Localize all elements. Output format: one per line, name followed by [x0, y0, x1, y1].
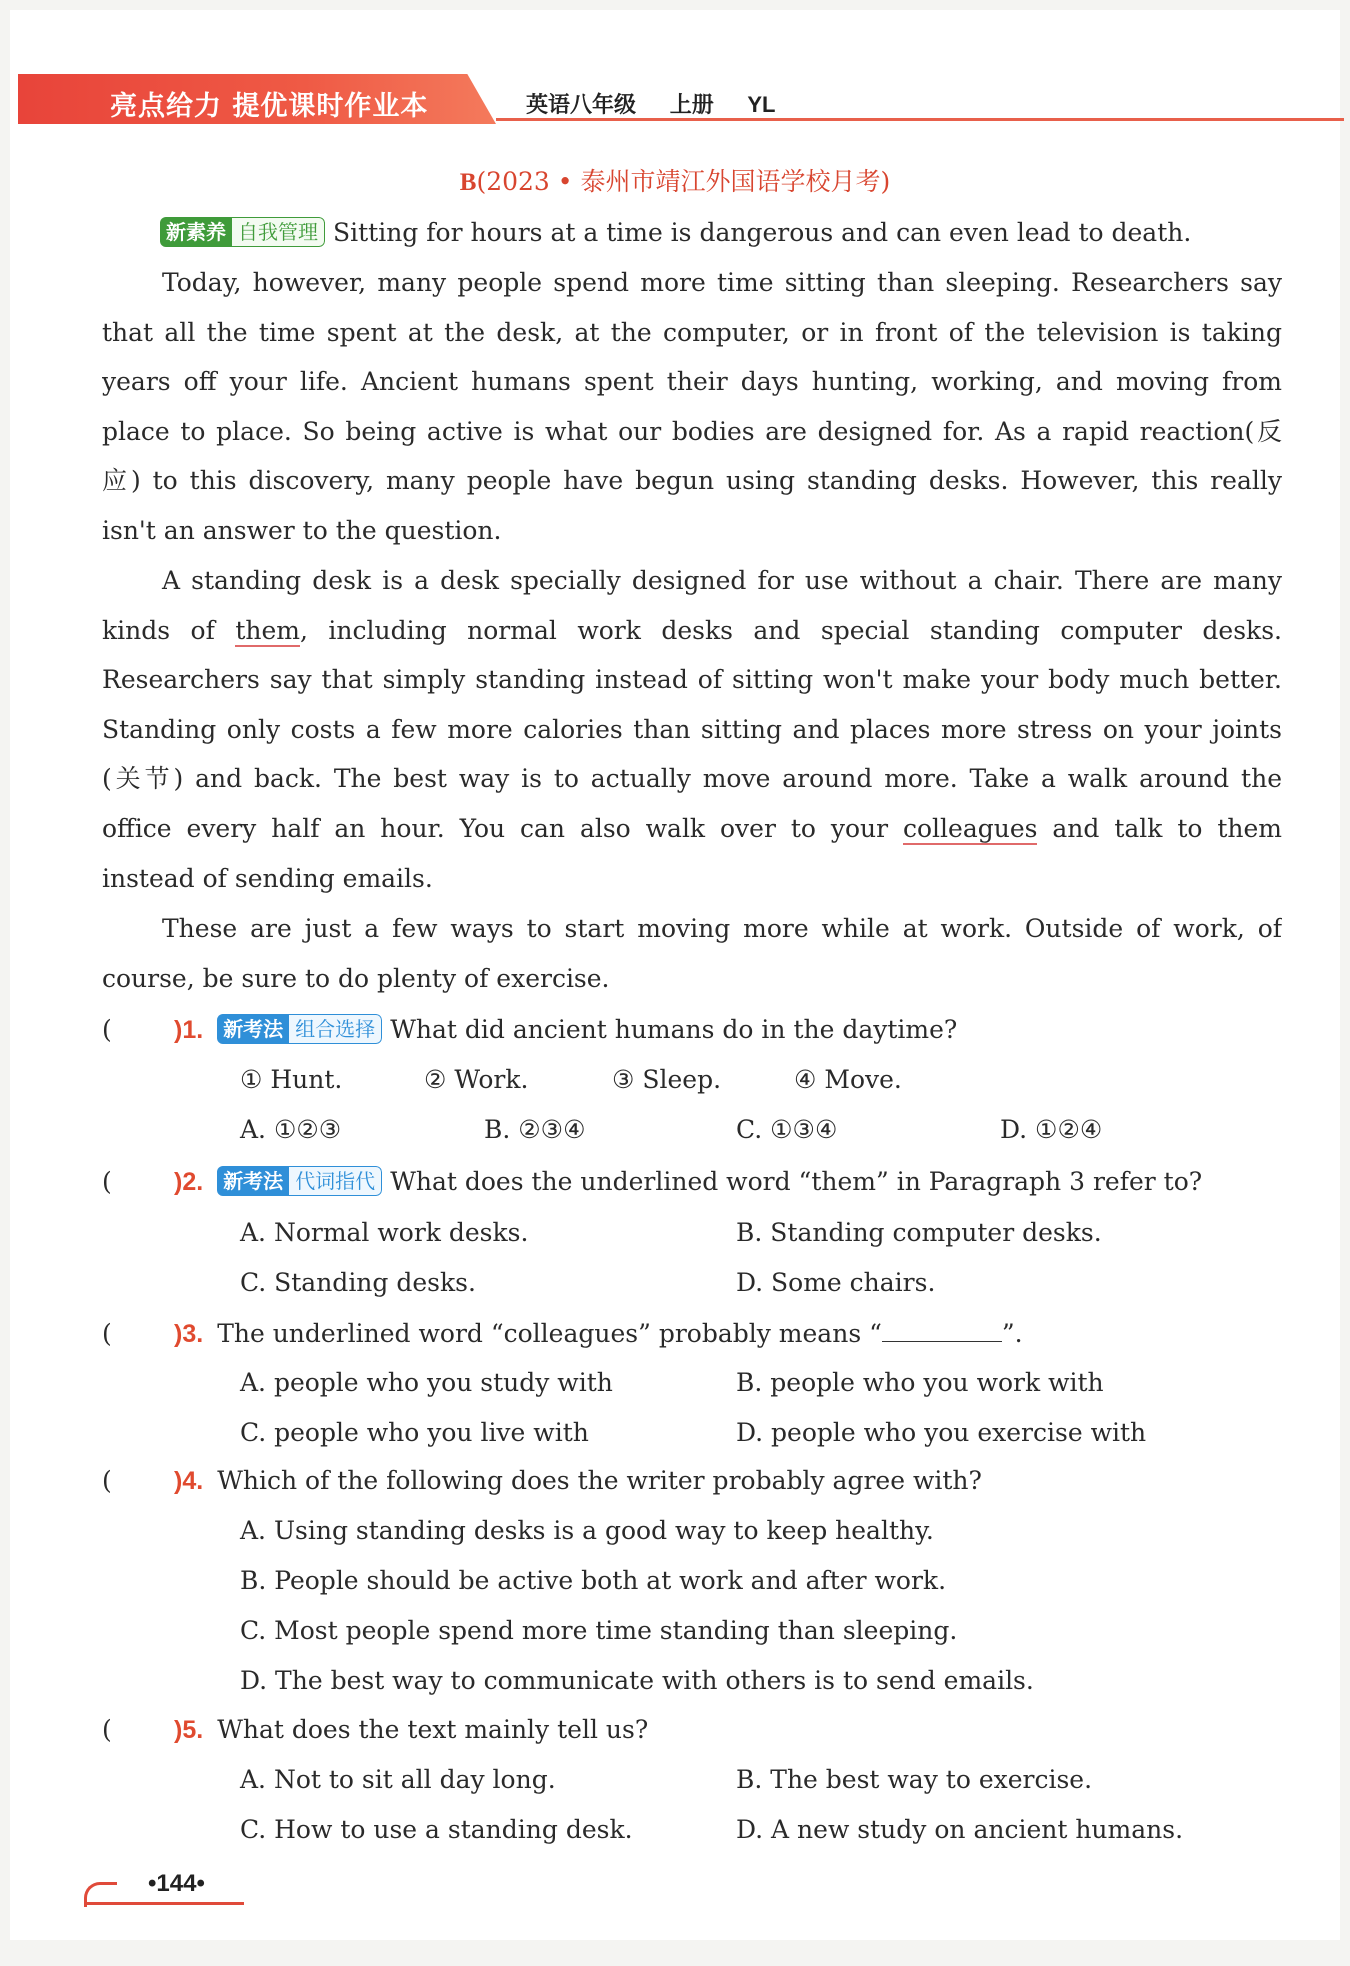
badge-key: 新考法 — [217, 1166, 289, 1196]
header-info — [526, 88, 802, 119]
paragraph-3 — [102, 904, 1282, 1003]
option-c[interactable]: C. ①③④ — [736, 1115, 838, 1144]
answer-paren[interactable]: ( — [102, 1167, 112, 1196]
option-c[interactable]: C. Most people spend more time standing than sleeping. — [240, 1616, 958, 1645]
volume-label: 上册 — [669, 93, 714, 118]
passage-line — [102, 804, 1282, 854]
option-b[interactable]: B. ②③④ — [484, 1115, 586, 1144]
paragraph-2 — [102, 556, 1282, 903]
question-stem: The underlined word “colleagues” probably means “ — [217, 1319, 882, 1348]
choice-item: ③ Sleep. — [612, 1065, 722, 1094]
badge-value: 自我管理 — [232, 217, 325, 247]
text-run: , including normal work desks and special standing computer desks. — [299, 615, 1282, 645]
passage-line: Standing only costs a few more calories than sitting and places more stress on your joints — [102, 714, 1282, 744]
passage-intro — [160, 208, 1282, 258]
option-c[interactable]: C. How to use a standing desk. — [240, 1815, 633, 1844]
section-source: (2023 • 泰州市靖江外国语学校月考) — [476, 167, 891, 196]
question-number: )1. — [174, 1016, 204, 1044]
option-d[interactable]: D. A new study on ancient humans. — [736, 1815, 1184, 1844]
option-d[interactable]: D. ①②④ — [1000, 1115, 1103, 1144]
passage-line: that all the time spent at the desk, at the computer, or in front of the television is taking — [102, 317, 1282, 347]
answer-paren[interactable]: ( — [102, 1015, 112, 1044]
question-stem: What does the underlined word “them” in Paragraph 3 refer to? — [390, 1167, 1203, 1196]
question-stem-end: ”. — [1001, 1319, 1023, 1348]
answer-blank — [882, 1313, 1002, 1342]
option-a[interactable]: A. ①②③ — [240, 1115, 342, 1144]
choice-item: ④ Move. — [794, 1065, 902, 1094]
choice-item: ① Hunt. — [240, 1065, 343, 1094]
question-stem: Which of the following does the writer probably agree with? — [217, 1466, 982, 1495]
passage-line: years off your life. Ancient humans spent their days hunting, working, and moving from — [102, 367, 1282, 397]
question-stem: What did ancient humans do in the daytime? — [390, 1015, 958, 1044]
passage-line: instead of sending emails. — [102, 863, 433, 893]
question-number: )2. — [174, 1168, 204, 1196]
passage-line: Sitting for hours at a time is dangerous and can even lead to death. — [333, 218, 1192, 247]
option-c[interactable]: C. Standing desks. — [240, 1268, 476, 1297]
passage-line: 应) to this discovery, many people have begun using standing desks. However, this really — [102, 466, 1282, 496]
choice-item: ② Work. — [424, 1065, 529, 1094]
exam-method-badge — [217, 1014, 382, 1044]
badge-value: 组合选择 — [289, 1014, 382, 1044]
question-3 — [102, 1313, 1023, 1353]
option-b[interactable]: B. people who you work with — [736, 1368, 1104, 1397]
passage-line: place to place. So being active is what our bodies are designed for. As a rapid reaction(反 — [102, 416, 1282, 446]
text-run: office every half an hour. You can also walk over to your — [102, 813, 889, 843]
option-d[interactable]: D. The best way to communicate with others is to send emails. — [240, 1666, 1034, 1695]
question-stem: What does the text mainly tell us? — [217, 1715, 649, 1744]
footer-rule — [86, 1902, 244, 1905]
question-4 — [102, 1461, 982, 1501]
passage-line: (关节) and back. The best way is to actually move around more. Take a walk around the — [102, 764, 1282, 794]
text-run: kinds of — [102, 615, 215, 645]
badge-value: 代词指代 — [289, 1166, 382, 1196]
answer-paren[interactable]: ( — [102, 1466, 112, 1495]
option-a[interactable]: A. Using standing desks is a good way to keep healthy. — [240, 1516, 934, 1545]
option-a[interactable]: A. Not to sit all day long. — [240, 1765, 556, 1794]
header-rule — [496, 118, 1344, 121]
option-d[interactable]: D. people who you exercise with — [736, 1418, 1147, 1447]
passage-line: A standing desk is a desk specially designed for use without a chair. There are many — [162, 566, 1282, 595]
question-number: )3. — [174, 1320, 204, 1348]
option-b[interactable]: B. People should be active both at work and after work. — [240, 1566, 947, 1595]
badge-key: 新考法 — [217, 1014, 289, 1044]
passage-line: Today, however, many people spend more time sitting than sleeping. Researchers say — [162, 268, 1282, 297]
question-5 — [102, 1710, 648, 1750]
underlined-colleagues: colleagues — [903, 813, 1038, 843]
question-number: )4. — [174, 1467, 204, 1495]
answer-paren[interactable]: ( — [102, 1319, 112, 1348]
passage-line: course, be sure to do plenty of exercise. — [102, 963, 610, 993]
literacy-badge — [160, 217, 325, 247]
answer-paren[interactable]: ( — [102, 1715, 112, 1744]
option-d[interactable]: D. Some chairs. — [736, 1268, 936, 1297]
passage-line: These are just a few ways to start moving more while at work. Outside of work, of — [162, 914, 1282, 943]
option-b[interactable]: B. The best way to exercise. — [736, 1765, 1093, 1794]
section-heading — [10, 162, 1340, 198]
edition-label: YL — [747, 92, 776, 117]
subject-label: 英语八年级 — [526, 93, 637, 118]
passage-line — [102, 606, 1282, 656]
passage-line: isn't an answer to the question. — [102, 515, 502, 545]
underlined-them: them — [235, 615, 300, 645]
option-b[interactable]: B. Standing computer desks. — [736, 1218, 1102, 1247]
badge-key: 新素养 — [160, 217, 232, 247]
section-label: B — [459, 169, 477, 196]
option-c[interactable]: C. people who you live with — [240, 1418, 589, 1447]
exam-method-badge — [217, 1166, 382, 1196]
page-number: •144• — [148, 1870, 205, 1897]
question-number: )5. — [174, 1716, 204, 1744]
paragraph-1 — [102, 258, 1282, 556]
series-title: 亮点给力 提优课时作业本 — [110, 91, 429, 122]
option-a[interactable]: A. people who you study with — [240, 1368, 613, 1397]
passage-line: Researchers say that simply standing instead of sitting won't make your body much better. — [102, 665, 1282, 695]
text-run: and talk to them — [1052, 813, 1282, 843]
question-1 — [102, 1010, 957, 1050]
option-a[interactable]: A. Normal work desks. — [240, 1218, 529, 1247]
question-2 — [102, 1162, 1202, 1202]
workbook-page — [10, 10, 1340, 1940]
